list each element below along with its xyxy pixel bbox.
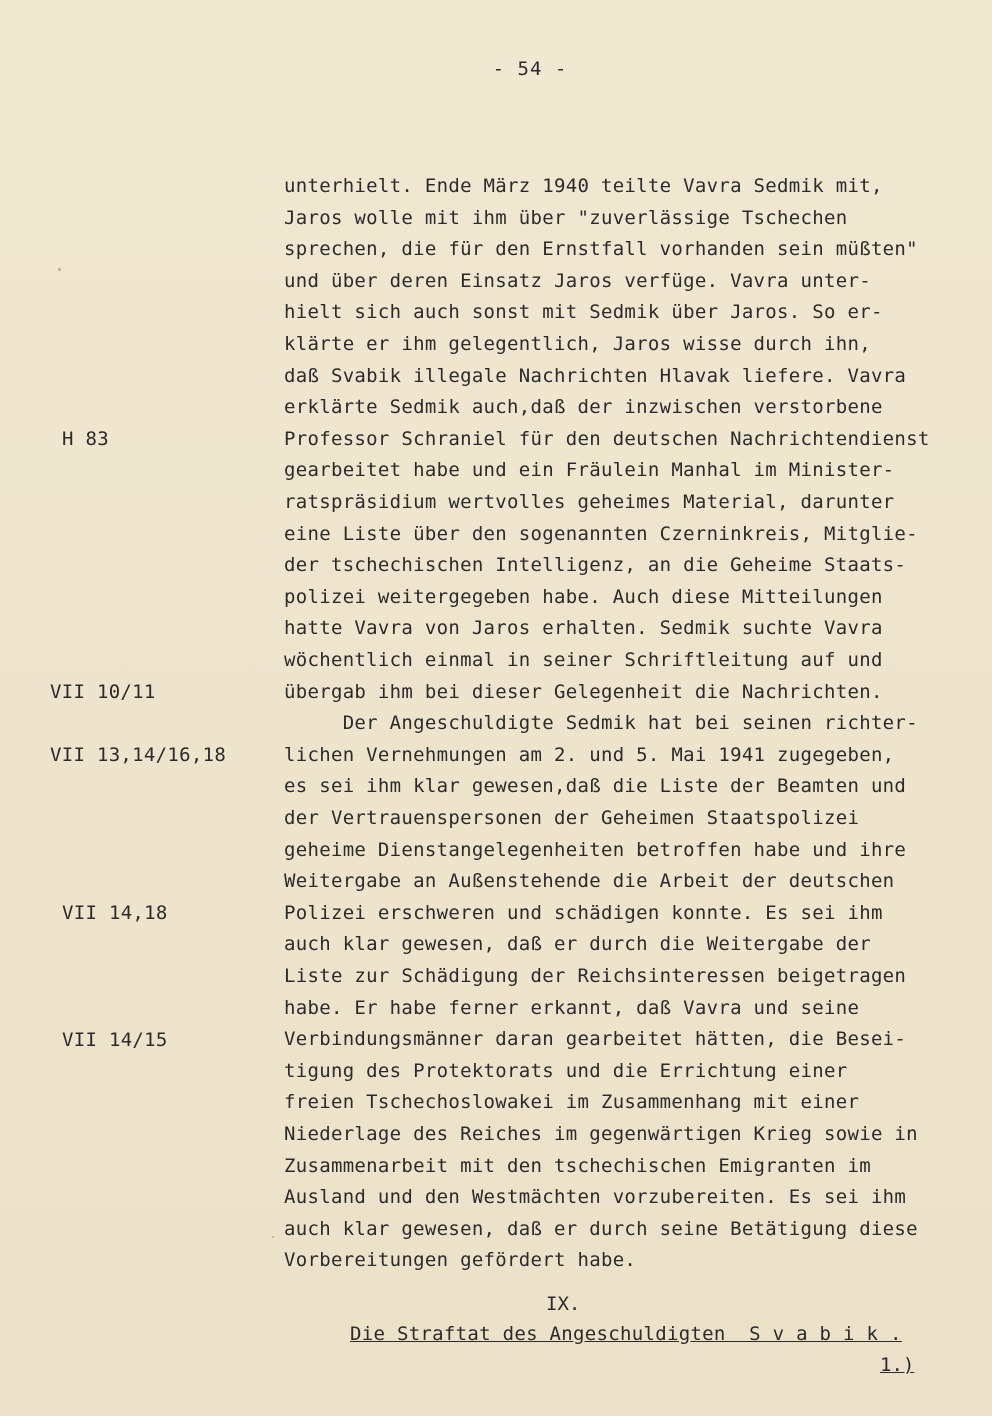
text-line: sprechen, die für den Ernstfall vorhanden sein müßten" bbox=[284, 238, 918, 261]
text-line: hielt sich auch sonst mit Sedmik über Jaros. So er- bbox=[284, 301, 883, 324]
text-line: habe. Er habe ferner erkannt, daß Vavra und seine bbox=[284, 996, 860, 1019]
margin-note: VII 14,18 bbox=[62, 902, 168, 924]
text-line: unterhielt. Ende März 1940 teilte Vavra Sedmik mit, bbox=[284, 175, 883, 197]
text-line: lichen Vernehmungen am 2. und 5. Mai 1941 zugegeben, bbox=[284, 743, 895, 766]
text-line: Liste zur Schädigung der Reichsinteressen beigetragen bbox=[284, 965, 907, 987]
text-line: Verbindungsmänner daran gearbeitet hätten, die Besei- bbox=[284, 1028, 907, 1051]
section-number: IX. bbox=[546, 1293, 581, 1315]
text-line: übergab ihm bei dieser Gelegenheit die Nachrichten. bbox=[284, 680, 883, 703]
section-heading: Die Straftat des Angeschuldigten S v a b i k . bbox=[350, 1323, 902, 1345]
text-line: hatte Vavra von Jaros erhalten. Sedmik suchte Vavra bbox=[284, 617, 883, 640]
text-line: der Vertrauenspersonen der Geheimen Staatspolizei bbox=[284, 807, 860, 829]
text-line: daß Svabik illegale Nachrichten Hlavak liefere. Vavra bbox=[284, 364, 907, 387]
text-line: Polizei erschweren und schädigen konnte. Es sei ihm bbox=[284, 901, 883, 924]
text-line: Zusammenarbeit mit den tschechischen Emigranten im bbox=[284, 1154, 871, 1177]
margin-note: VII 13,14/16,18 bbox=[50, 744, 227, 766]
text-line: polizei weitergegeben habe. Auch diese Mitteilungen bbox=[284, 585, 883, 608]
page-number: - 54 - bbox=[492, 58, 568, 80]
text-line: es sei ihm klar gewesen,daß die Liste der Beamten und bbox=[284, 775, 907, 798]
paper-speck bbox=[58, 268, 61, 271]
text-line: tigung des Protektorats und die Errichtung einer bbox=[284, 1059, 848, 1082]
text-line: Der Angeschuldigte Sedmik hat bei seinen richter- bbox=[284, 712, 918, 735]
text-line: freien Tschechoslowakei im Zusammenhang mit einer bbox=[284, 1091, 860, 1114]
text-line: Ausland und den Westmächten vorzubereiten. Es sei ihm bbox=[284, 1186, 907, 1209]
text-line: erklärte Sedmik auch,daß der inzwischen verstorbene bbox=[284, 396, 883, 419]
margin-note: H 83 bbox=[62, 428, 109, 450]
text-line: Professor Schraniel für den deutschen Nachrichtendienst bbox=[284, 427, 930, 450]
text-line: wöchentlich einmal in seiner Schriftleitung auf und bbox=[284, 649, 883, 671]
text-line: Weitergabe an Außenstehende die Arbeit der deutschen bbox=[284, 870, 895, 893]
margin-note: VII 14/15 bbox=[62, 1029, 168, 1051]
text-line: gearbeitet habe und ein Fräulein Manhal im Minister- bbox=[284, 459, 895, 482]
text-line: der tschechischen Intelligenz, an die Geheime Staats- bbox=[284, 554, 907, 577]
text-line: auch klar gewesen, daß er durch seine Betätigung diese bbox=[284, 1217, 918, 1240]
text-line: ratspräsidium wertvolles geheimes Material, darunter bbox=[284, 491, 895, 513]
text-line: klärte er ihm gelegentlich, Jaros wisse durch ihn, bbox=[284, 333, 871, 355]
text-line: geheime Dienstangelegenheiten betroffen habe und ihre bbox=[284, 838, 907, 861]
text-line: Jaros wolle mit ihm über "zuverlässige Tschechen bbox=[284, 206, 848, 229]
sub-number: 1.) bbox=[880, 1354, 915, 1376]
text-line: eine Liste über den sogenannten Czerninkreis, Mitglie- bbox=[284, 522, 918, 545]
margin-note: VII 10/11 bbox=[50, 681, 156, 703]
text-line: auch klar gewesen, daß er durch die Weitergabe der bbox=[284, 933, 871, 956]
text-line: Vorbereitungen gefördert habe. bbox=[284, 1249, 637, 1272]
paper-speck bbox=[272, 1236, 274, 1238]
text-line: und über deren Einsatz Jaros verfüge. Vavra unter- bbox=[284, 269, 871, 292]
text-line: Niederlage des Reiches im gegenwärtigen Krieg sowie in bbox=[284, 1123, 918, 1145]
